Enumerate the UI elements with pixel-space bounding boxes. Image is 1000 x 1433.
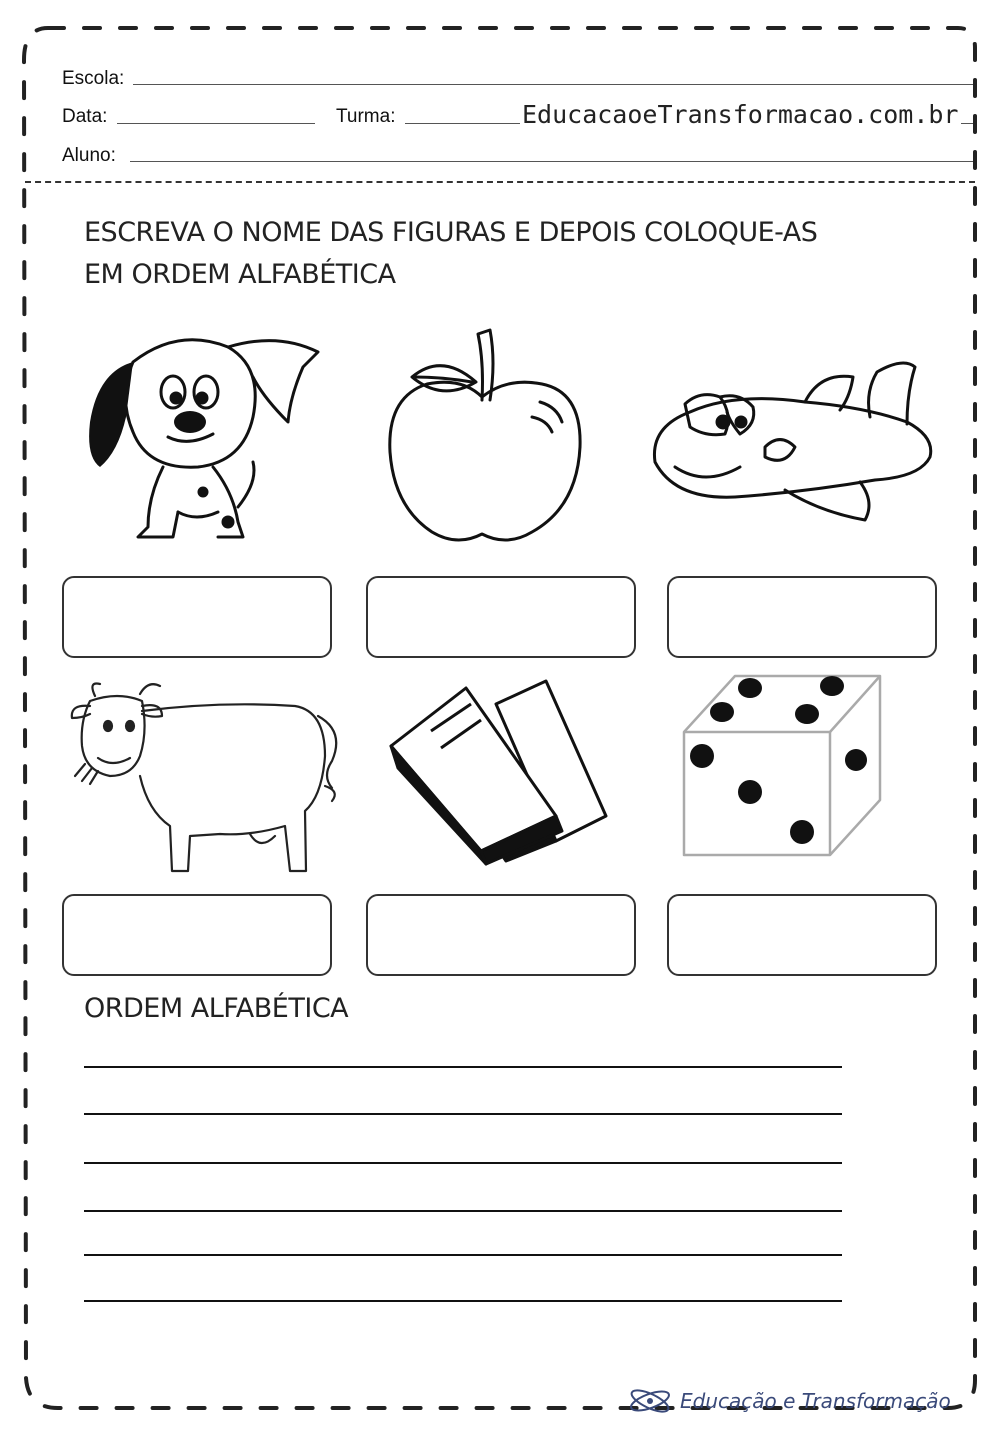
answer-box-2[interactable] xyxy=(366,576,636,658)
writing-line-3[interactable] xyxy=(84,1162,842,1164)
answer-box-6[interactable] xyxy=(667,894,937,976)
airplane-icon xyxy=(645,352,945,527)
class-label: Turma: xyxy=(336,106,396,127)
date-field-line[interactable] xyxy=(117,123,315,124)
cow-icon xyxy=(70,676,345,881)
answer-box-3[interactable] xyxy=(667,576,937,658)
student-label: Aluno: xyxy=(62,145,116,166)
school-field-line[interactable] xyxy=(133,84,973,85)
writing-line-5[interactable] xyxy=(84,1254,842,1256)
answer-box-4[interactable] xyxy=(62,894,332,976)
writing-line-6[interactable] xyxy=(84,1300,842,1302)
dog-icon xyxy=(78,322,328,552)
apple-icon xyxy=(382,322,592,547)
school-label: Escola: xyxy=(62,68,125,89)
footer-brand xyxy=(628,1384,951,1418)
atom-logo-icon xyxy=(628,1384,672,1418)
answer-box-1[interactable] xyxy=(62,576,332,658)
instruction-line-2: EM ORDEM ALFABÉTICA xyxy=(84,259,396,290)
header-divider xyxy=(25,181,975,183)
answer-box-5[interactable] xyxy=(366,894,636,976)
date-label: Data: xyxy=(62,106,108,127)
writing-line-4[interactable] xyxy=(84,1210,842,1212)
writing-line-2[interactable] xyxy=(84,1113,842,1115)
books-icon xyxy=(386,676,611,866)
dice-icon xyxy=(680,672,885,860)
order-section-title: ORDEM ALFABÉTICA xyxy=(84,993,349,1024)
website-text: EducacaoeTransformacao.com.br xyxy=(522,100,959,129)
student-field-line[interactable] xyxy=(130,161,973,162)
writing-line-1[interactable] xyxy=(84,1066,842,1068)
footer-brand-text: Educação e Transformação xyxy=(680,1389,951,1413)
instruction-line-1: ESCREVA O NOME DAS FIGURAS E DEPOIS COLOQUE-AS xyxy=(84,217,818,248)
